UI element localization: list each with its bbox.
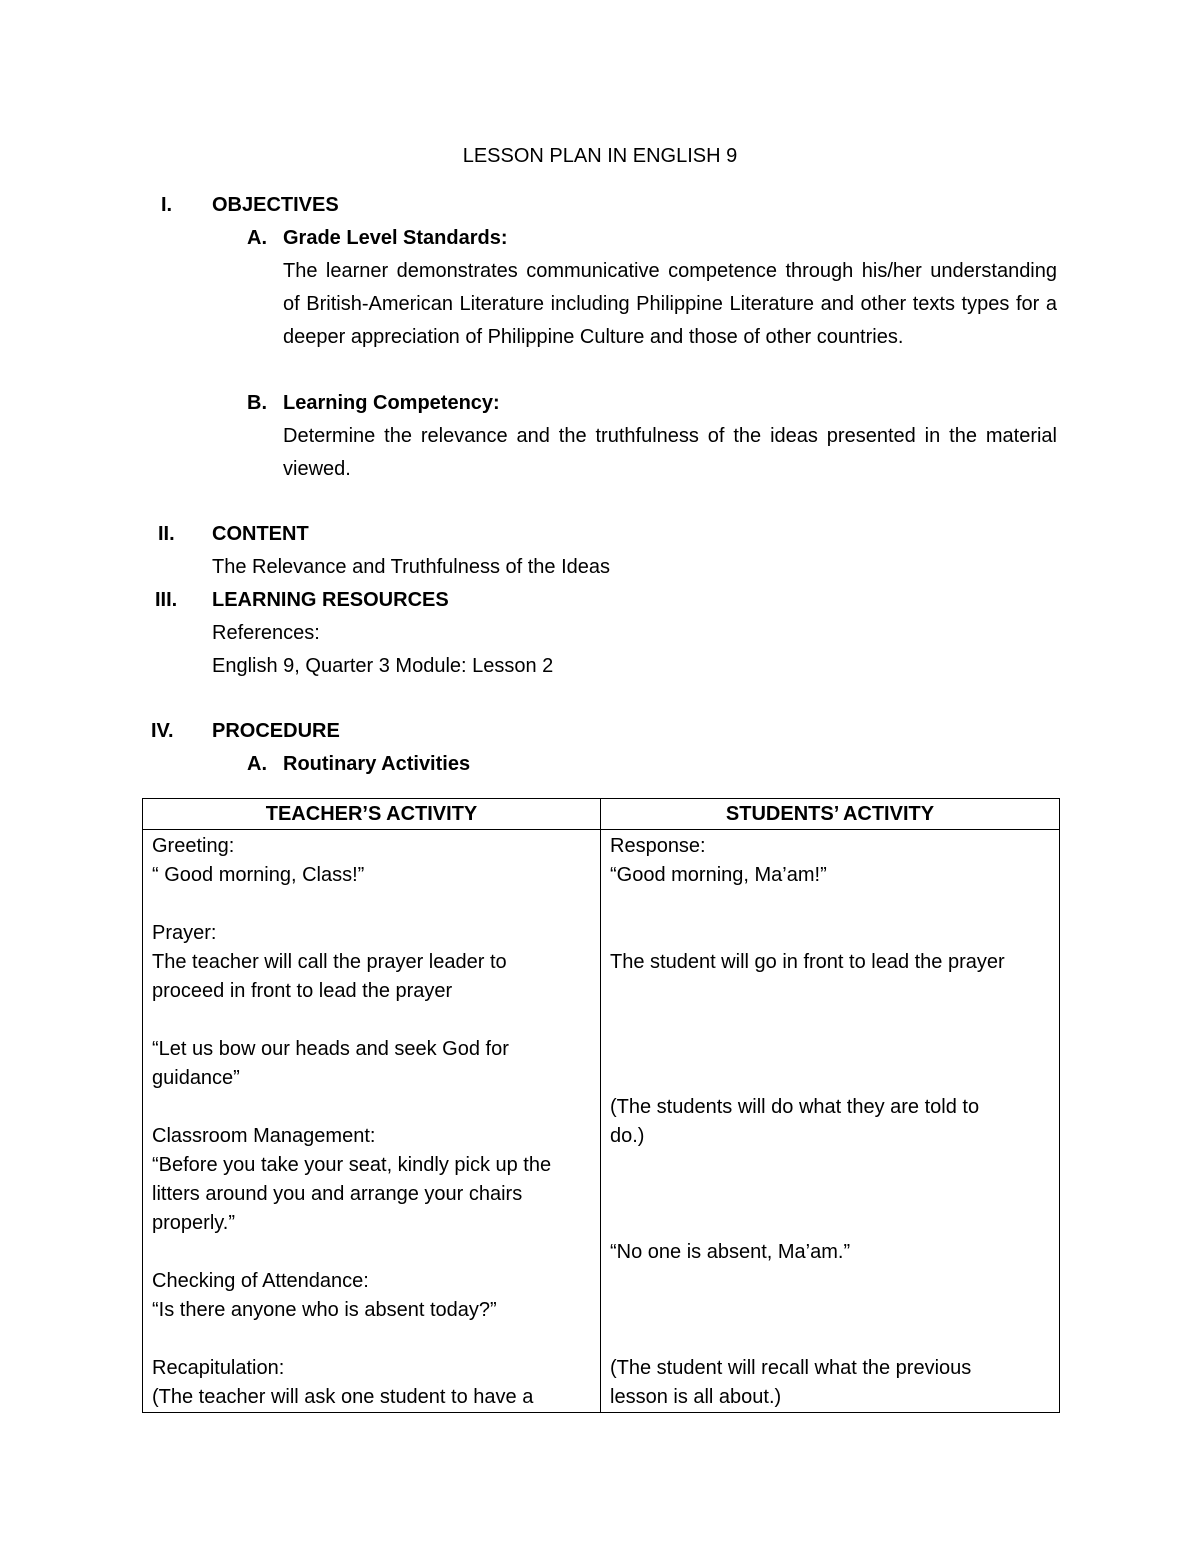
students-activity-blank-line bbox=[610, 1064, 1051, 1093]
teacher-activity-line: Checking of Attendance: bbox=[152, 1270, 369, 1292]
teacher-activity-line: properly.” bbox=[152, 1212, 235, 1234]
section-number-content: II. bbox=[158, 523, 175, 545]
teacher-activity-line: guidance” bbox=[152, 1067, 240, 1089]
teacher-activity-line: Prayer: bbox=[152, 922, 217, 944]
table-row bbox=[143, 830, 1060, 1413]
subsection-letter-a: A. bbox=[247, 227, 267, 249]
subsection-letter-b: B. bbox=[247, 392, 267, 414]
learning-competency-heading: Learning Competency: bbox=[283, 392, 500, 414]
teacher-activity-line: “Let us bow our heads and seek God for bbox=[152, 1038, 509, 1060]
table-header-row bbox=[143, 799, 1060, 830]
section-heading-procedure: PROCEDURE bbox=[212, 720, 340, 742]
students-activity-line: “No one is absent, Ma’am.” bbox=[610, 1241, 851, 1263]
students-activity-blank-line bbox=[610, 1209, 1051, 1238]
teacher-activity-blank-line bbox=[152, 1238, 592, 1267]
teacher-activity-blank-line bbox=[152, 1325, 592, 1354]
teacher-activity-line: “Is there anyone who is absent today?” bbox=[152, 1299, 497, 1321]
teacher-activity-line: Recapitulation: bbox=[152, 1357, 285, 1379]
students-activity-line: (The student will recall what the previous bbox=[610, 1357, 972, 1379]
students-activity-blank-line bbox=[610, 1325, 1051, 1354]
references-label: References: bbox=[212, 622, 320, 644]
students-activity-blank-line bbox=[610, 1296, 1051, 1325]
section-number-objectives: I. bbox=[161, 194, 173, 216]
teacher-activity-line: “Before you take your seat, kindly pick up the bbox=[152, 1154, 552, 1176]
students-activity-line: Response: bbox=[610, 835, 706, 857]
teacher-activity-line: Classroom Management: bbox=[152, 1125, 376, 1147]
students-activity-blank-line bbox=[610, 1180, 1051, 1209]
students-activity-line: The student will go in front to lead the prayer bbox=[610, 951, 1005, 973]
section-heading-resources: LEARNING RESOURCES bbox=[212, 589, 449, 611]
grade-level-standards-heading: Grade Level Standards: bbox=[283, 227, 508, 249]
teacher-activity-line: The teacher will call the prayer leader to bbox=[152, 951, 507, 973]
teacher-activity-blank-line bbox=[152, 1093, 592, 1122]
students-activity-blank-line bbox=[610, 1006, 1051, 1035]
learning-competency-text: Determine the relevance and the truthfulness of the ideas presented in the material viewed. bbox=[283, 425, 1057, 480]
students-activity-blank-line bbox=[610, 890, 1051, 919]
students-activity-blank-line bbox=[610, 1035, 1051, 1064]
teacher-activity-header: TEACHER’S ACTIVITY bbox=[143, 799, 601, 830]
teacher-activity-line: Greeting: bbox=[152, 835, 235, 857]
routinary-activities-heading: Routinary Activities bbox=[283, 753, 471, 775]
section-heading-objectives: OBJECTIVES bbox=[212, 194, 339, 216]
page-title: LESSON PLAN IN ENGLISH 9 bbox=[462, 145, 738, 167]
section-heading-content: CONTENT bbox=[212, 523, 309, 545]
students-activity-line: “Good morning, Ma’am!” bbox=[610, 864, 827, 886]
activities-table bbox=[142, 798, 1060, 1413]
content-text: The Relevance and Truthfulness of the Ideas bbox=[212, 556, 611, 578]
students-activity-line: do.) bbox=[610, 1125, 645, 1147]
teacher-activity-line: “ Good morning, Class!” bbox=[152, 864, 365, 886]
students-activity-cell bbox=[601, 830, 1060, 1413]
teacher-activity-line: litters around you and arrange your chairs bbox=[152, 1183, 523, 1205]
reference-text: English 9, Quarter 3 Module: Lesson 2 bbox=[212, 655, 554, 677]
section-number-resources: III. bbox=[155, 589, 178, 611]
students-activity-line: (The students will do what they are told to bbox=[610, 1096, 980, 1118]
grade-level-standards-text: The learner demonstrates communicative competence through his/her understanding of British-American Literature including Philippine Literature and other texts types for a deeper appreciation of Philippine Culture and those of other countries. bbox=[283, 260, 1057, 348]
teacher-activity-blank-line bbox=[152, 890, 592, 919]
section-number-procedure: IV. bbox=[151, 720, 174, 742]
students-activity-blank-line bbox=[610, 977, 1051, 1006]
procedure-letter-a: A. bbox=[247, 753, 267, 775]
students-activity-blank-line bbox=[610, 1267, 1051, 1296]
teacher-activity-blank-line bbox=[152, 1006, 592, 1035]
students-activity-line: lesson is all about.) bbox=[610, 1386, 782, 1408]
teacher-activity-line: (The teacher will ask one student to have a bbox=[152, 1386, 534, 1408]
teacher-activity-cell bbox=[143, 830, 601, 1413]
students-activity-header: STUDENTS’ ACTIVITY bbox=[601, 799, 1060, 830]
students-activity-blank-line bbox=[610, 919, 1051, 948]
teacher-activity-line: proceed in front to lead the prayer bbox=[152, 980, 453, 1002]
students-activity-blank-line bbox=[610, 1151, 1051, 1180]
